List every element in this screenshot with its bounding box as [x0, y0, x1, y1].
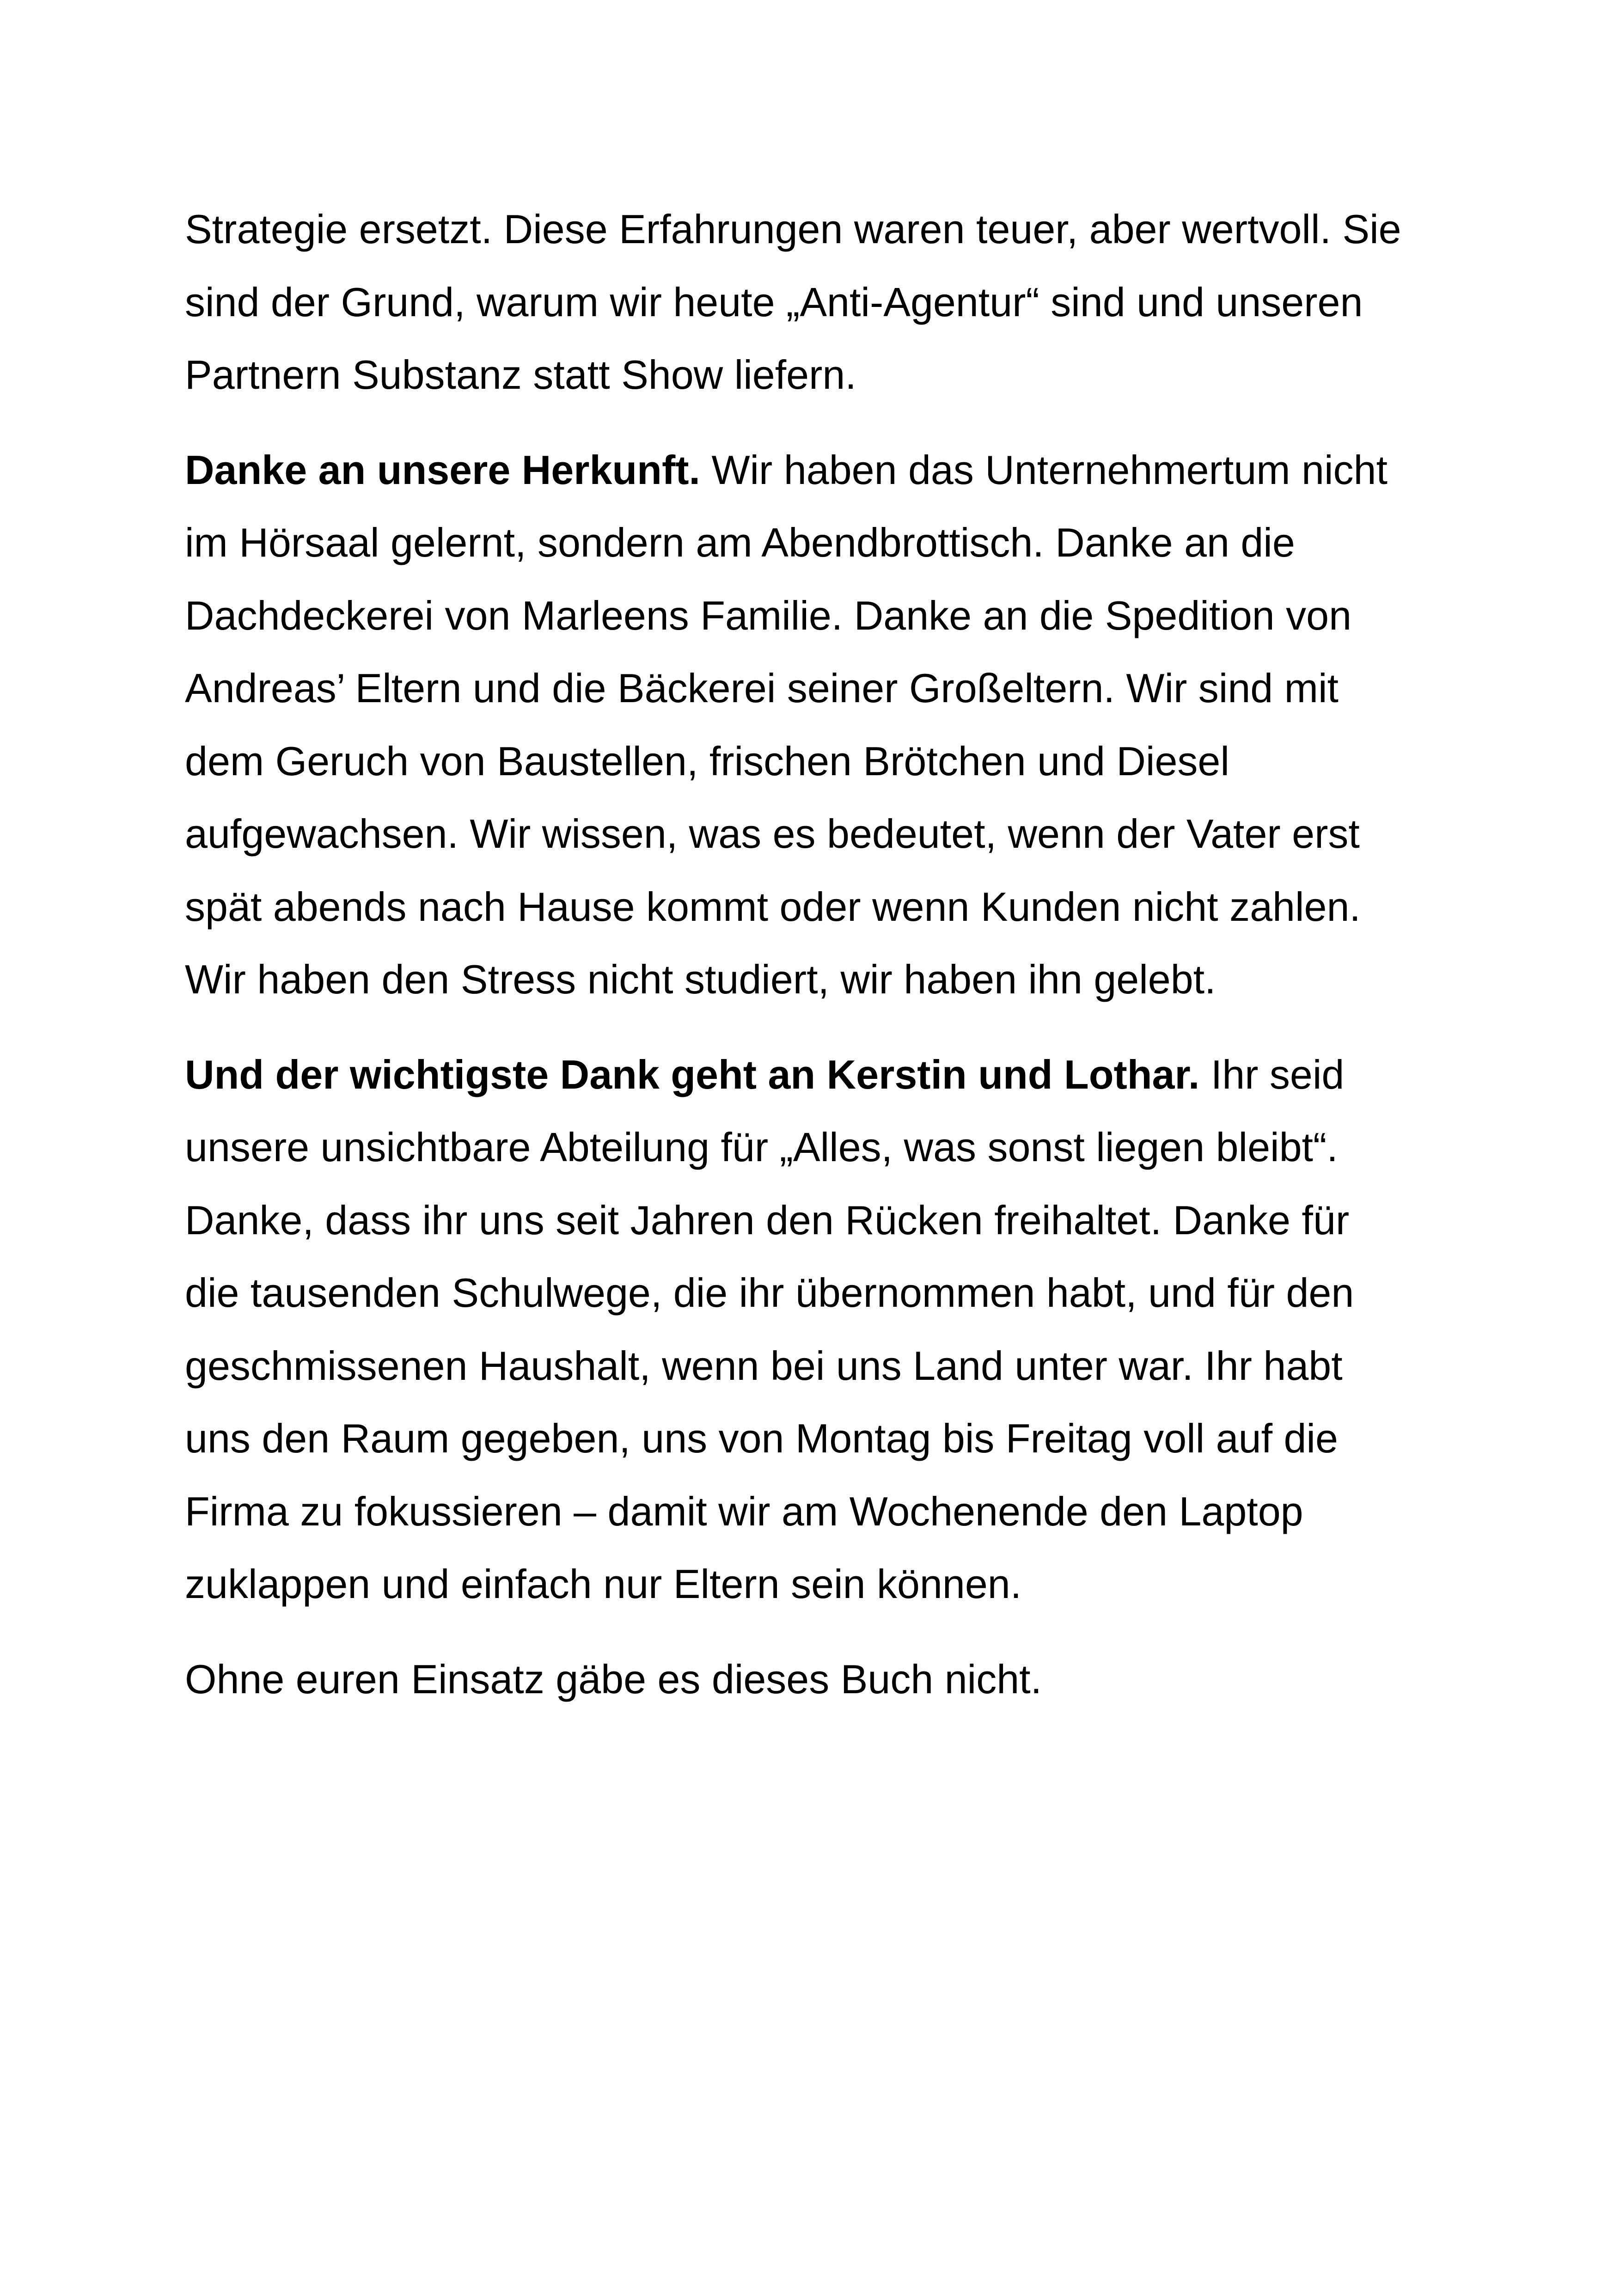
paragraph-3	[185, 1038, 1461, 1621]
paragraph-2	[185, 434, 1461, 1016]
paragraph-lead: Und der wichtigste Dank geht an Kerstin und Lothar.	[185, 1051, 1200, 1097]
paragraph-lead: Danke an unsere Herkunft.	[185, 447, 700, 493]
paragraph-1	[185, 193, 1461, 411]
paragraph-4	[185, 1643, 1461, 1716]
paragraph-text: Ihr seid unsere unsichtbare Abteilung für „Alles, was sonst liegen bleibt“. Danke, dass ihr uns seit Jahren den Rücken freihaltet. Danke für die tausenden Schulwege, die ihr übernommen habt, und für den geschmissenen Haushalt, wenn bei uns Land unter war. Ihr habt uns den Raum gegeben, uns von Montag bis Freitag voll auf die Firma zu fokussieren – damit wir am Wochenende den Laptop zuklappen und einfach nur Eltern sein können.	[185, 1051, 1354, 1607]
body-text	[185, 193, 1461, 1738]
paragraph-text: Strategie ersetzt. Diese Erfahrungen waren teuer, aber wertvoll. Sie sind der Grund, warum wir heute „Anti-Agentur“ sind und unseren Partnern Substanz statt Show liefern.	[185, 206, 1401, 398]
paragraph-text: Wir haben das Unternehmertum nicht im Hörsaal gelernt, sondern am Abendbrottisch. Danke an die Dachdeckerei von Marleens Familie. Danke an die Spedition von Andreas’ Eltern und die Bäckerei seiner Großeltern. Wir sind mit dem Geruch von Baustellen, frischen Brötchen und Diesel aufgewachsen. Wir wissen, was es bedeutet, wenn der Vater erst spät abends nach Hause kommt oder wenn Kunden nicht zahlen. Wir haben den Stress nicht studiert, wir haben ihn gelebt.	[185, 447, 1388, 1002]
paragraph-text: Ohne euren Einsatz gäbe es dieses Buch nicht.	[185, 1656, 1042, 1702]
